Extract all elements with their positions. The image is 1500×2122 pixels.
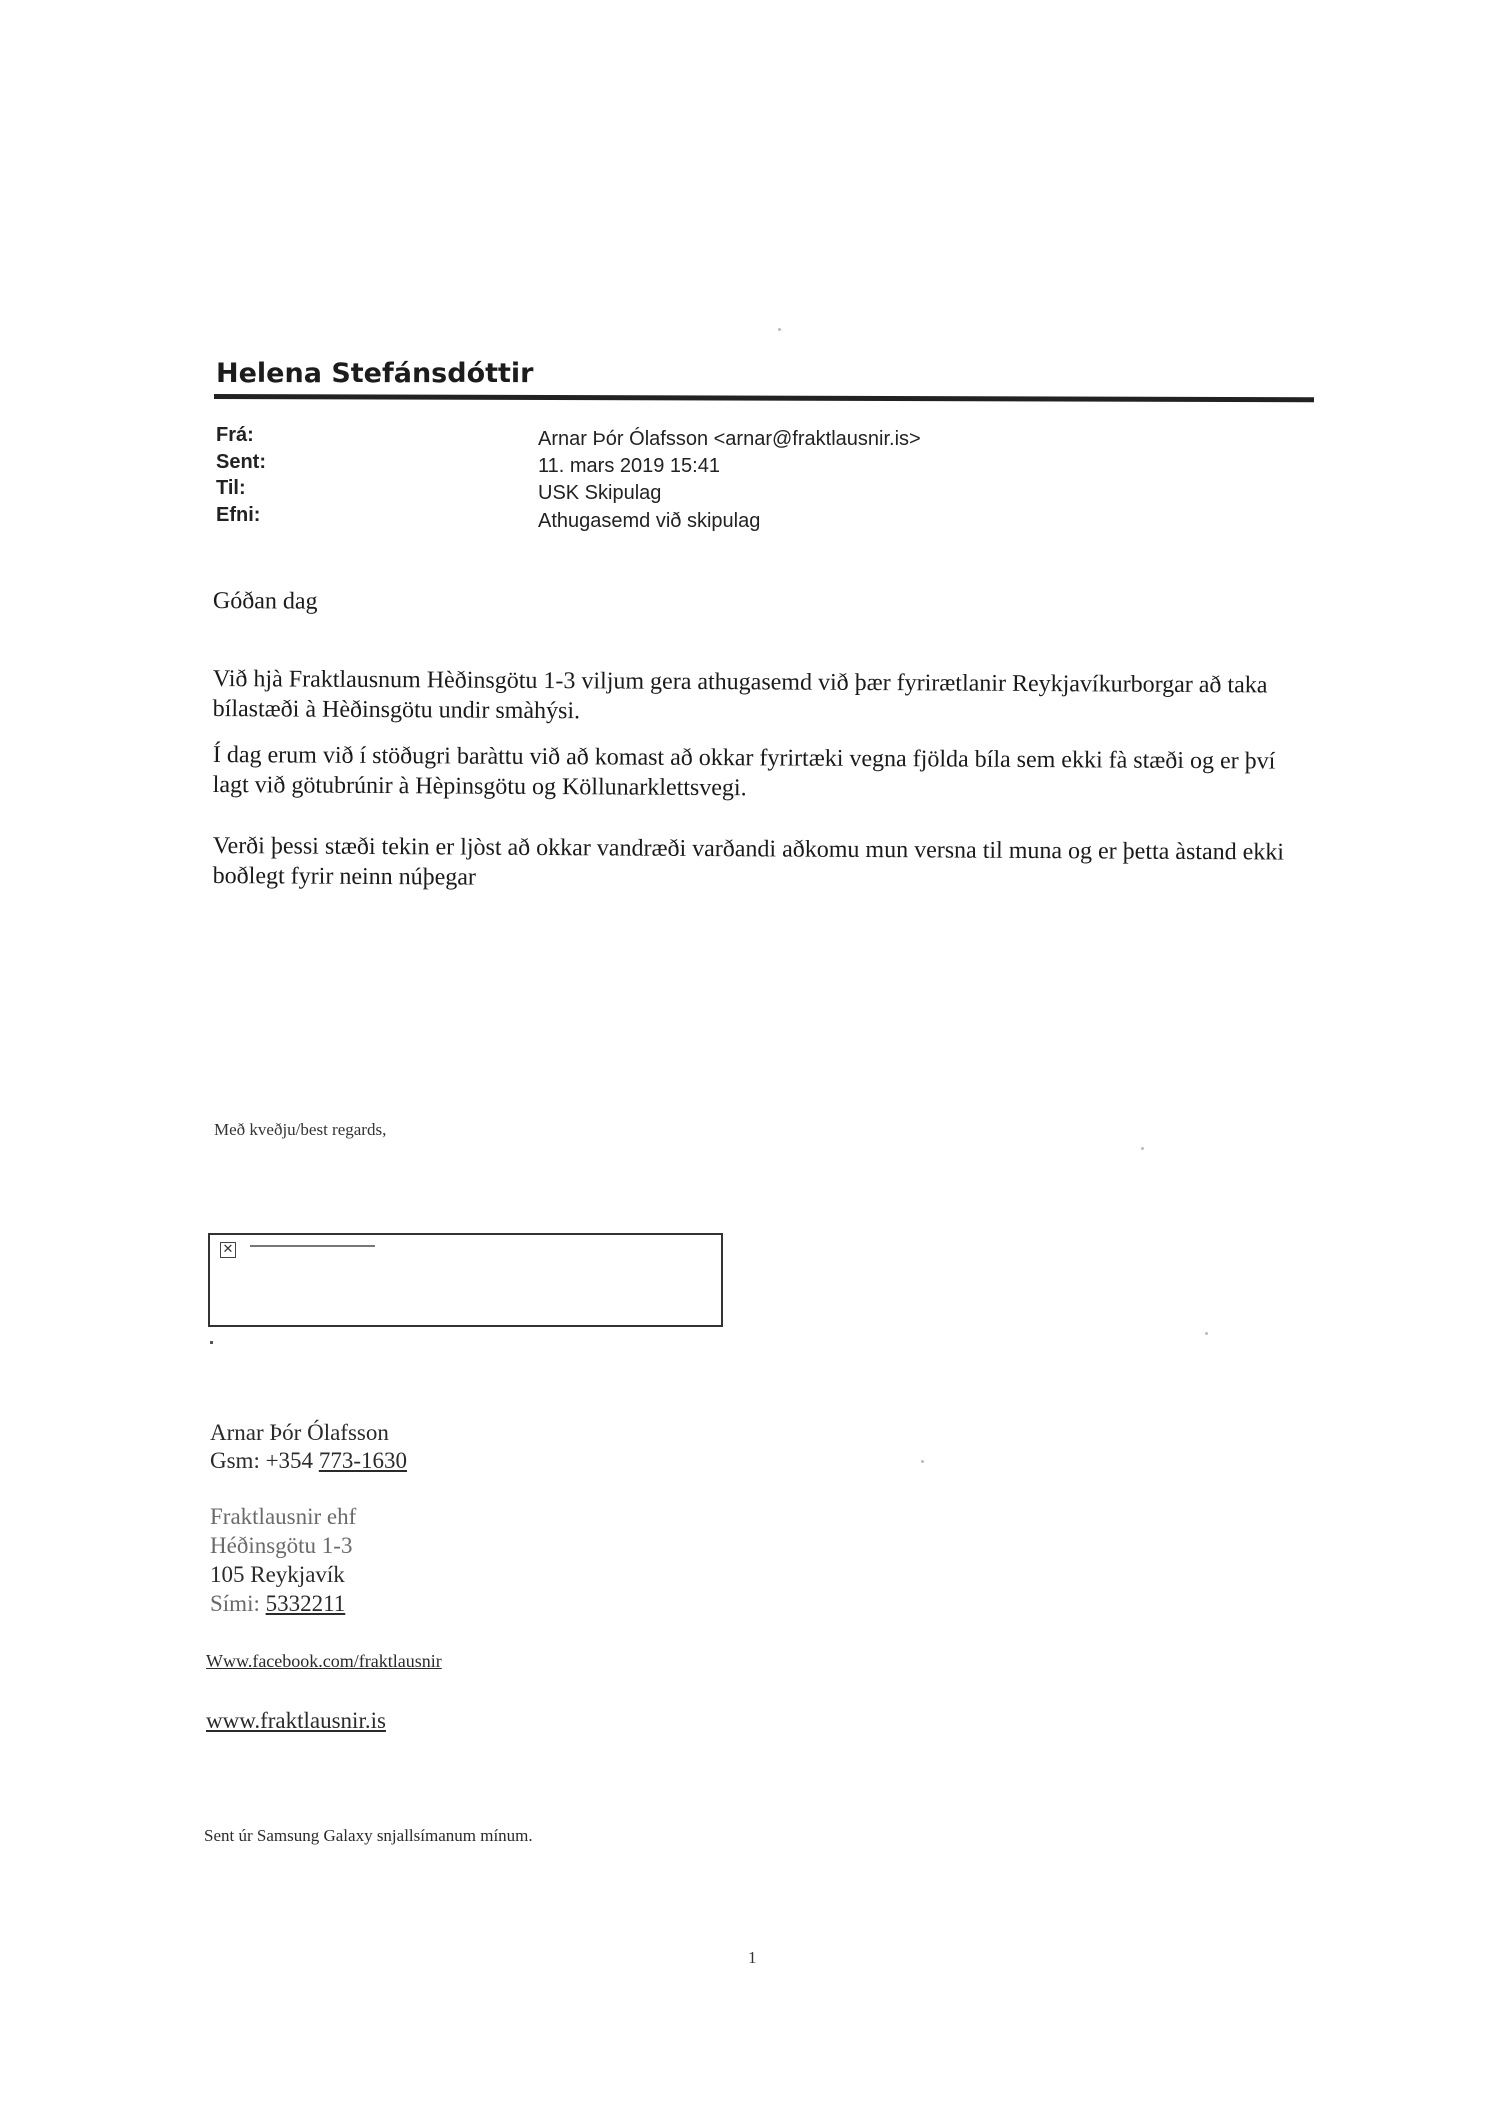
scan-speck	[1205, 1332, 1208, 1335]
broken-image-icon: ✕	[220, 1242, 236, 1258]
sent-from-device: Sent úr Samsung Galaxy snjallsímanum mínum.	[204, 1826, 533, 1845]
from-value: Arnar Þór Ólafsson <arnar@fraktlausnir.is>	[538, 428, 921, 450]
scan-speck	[1141, 1147, 1144, 1150]
printer-name: Helena Stefánsdóttir	[216, 358, 534, 389]
scan-speck	[921, 1460, 924, 1463]
greeting: Góðan dag	[212, 587, 318, 615]
body-paragraph-2: Í dag erum við í stöðugri baràttu við að komast að okkar fyrirtæki vegna fjölda bíla sem ekki fà stæði og er því lagt við götubrúnir à Hèpinsgötu og Köllunarklettsvegi.	[212, 741, 1276, 802]
gsm-label: Gsm: +354	[210, 1448, 319, 1473]
subject-label: Efni:	[216, 504, 261, 526]
subject-value: Athugasemd við skipulag	[538, 510, 761, 532]
signature-gsm	[210, 1447, 407, 1475]
website-link[interactable]: www.fraktlausnir.is	[206, 1708, 386, 1733]
header-rule	[214, 394, 1314, 402]
sent-label: Sent:	[216, 451, 266, 473]
scan-speck	[778, 328, 781, 331]
company-name: Fraktlausnir ehf	[210, 1504, 357, 1529]
to-value: USK Skipulag	[538, 482, 662, 504]
body-paragraph-3: Verði þessi stæði tekin er ljòst að okkar vandræði varðandi aðkomu mun versna til muna og er þetta àstand ekki boðlegt fyrir neinn núþegar	[212, 832, 1285, 891]
stray-dot	[210, 1341, 213, 1344]
facebook-link[interactable]: Www.facebook.com/fraktlausnir	[206, 1651, 442, 1671]
body-paragraph-1: Við hjà Fraktlausnum Hèðinsgötu 1-3 viljum gera athugasemd við þær fyrirætlanir Reykjavíkurborgar að taka bílastæði à Hèðinsgötu undir smàhýsi.	[212, 665, 1268, 725]
company-street: Héðinsgötu 1-3	[210, 1533, 353, 1558]
from-label: Frá:	[216, 424, 254, 446]
gsm-number-link[interactable]: 773-1630	[318, 1448, 407, 1473]
page-number: 1	[748, 1948, 757, 1967]
company-phone	[210, 1590, 345, 1618]
phone-label: Sími:	[210, 1591, 266, 1616]
broken-image-placeholder-line	[250, 1245, 375, 1247]
phone-number-link[interactable]: 5332211	[265, 1591, 346, 1616]
signature-name: Arnar Þór Ólafsson	[210, 1420, 389, 1445]
to-label: Til:	[216, 477, 246, 499]
sent-value: 11. mars 2019 15:41	[538, 455, 720, 477]
company-city: 105 Reykjavík	[210, 1562, 345, 1587]
regards-line: Með kveðju/best regards,	[214, 1120, 387, 1139]
broken-image-frame	[208, 1233, 723, 1327]
